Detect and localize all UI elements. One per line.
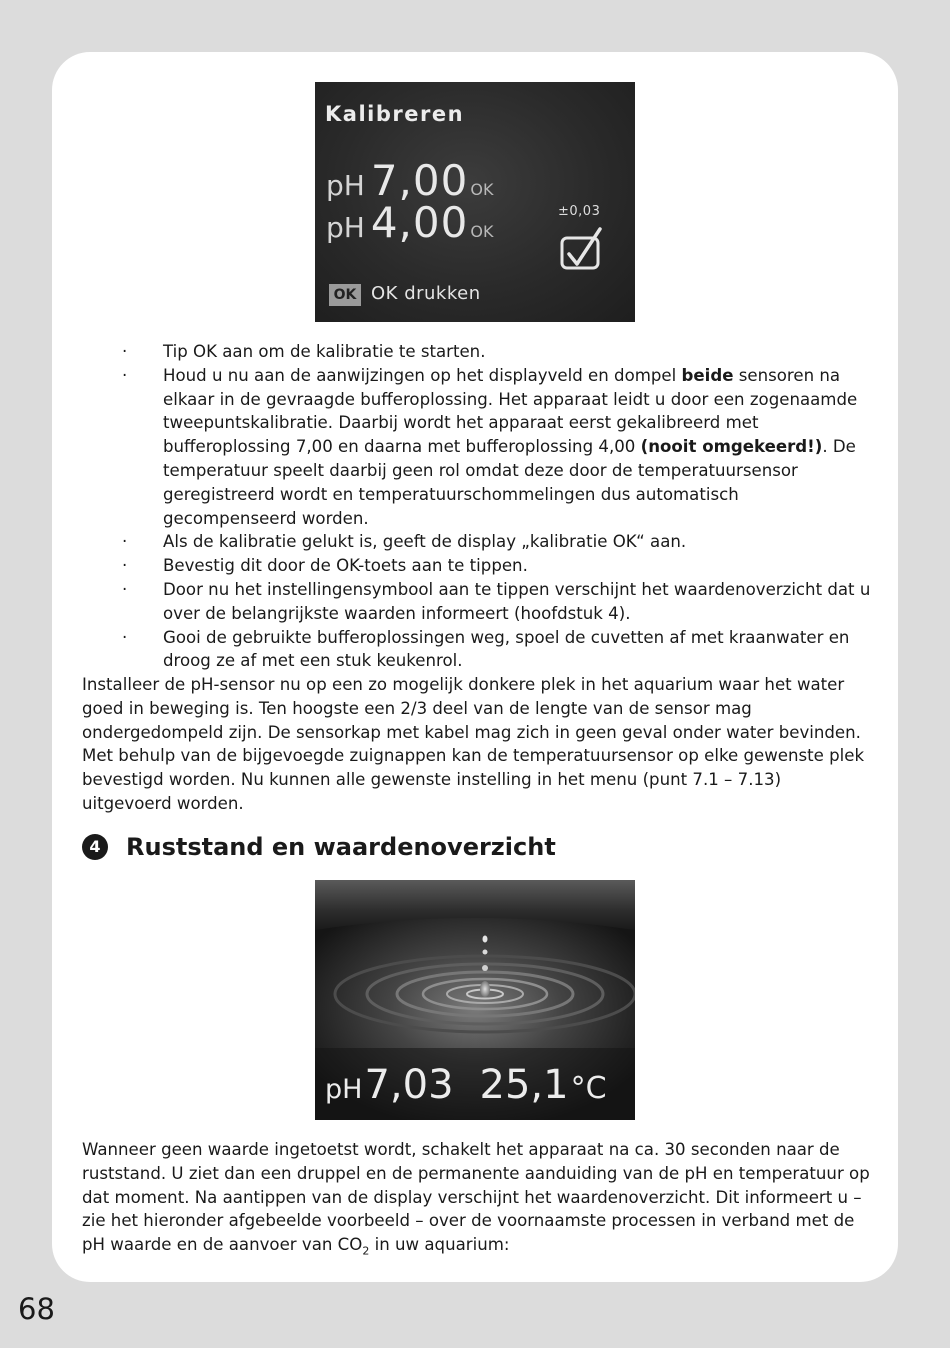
bullet-marker: · [122,556,128,576]
check-icon[interactable] [560,226,604,272]
calibration-screen [315,82,635,322]
list-item [82,340,872,364]
list-item [82,530,872,554]
list-item-text: Tip OK aan om de kalibratie te starten. [163,342,486,361]
install-paragraph: Installeer de pH-sensor nu op een zo mogelijk donkere plek in het aquarium waar het water goed in beweging is. Ten hoogste een 2/3 deel van de lengte van de sensor mag ondergedompeld zijn. De sensorkap met kabel mag zich in geen geval onder water bevinden. Met behulp van de bijgevoegde zuignappen kan de temperatuursensor op elke gewenste plek bevestigd worden. Nu kunnen alle gewenste instelling in het menu (punt 7.1 – 7.13) uitgevoerd worden. [82,675,865,813]
ph-label: pH [326,211,365,244]
ph-status: OK [470,180,494,199]
ph-label: pH [325,1074,363,1105]
rest-paragraph [82,1138,872,1263]
calibration-row-ph7 [326,156,494,205]
rest-readout [325,1062,607,1108]
ph-status: OK [470,222,494,241]
bullet-marker: · [122,579,128,599]
subscript-text: 2 [362,1244,370,1258]
emphasis-text: (nooit omgekeerd!) [640,437,823,457]
temperature-unit: °C [570,1071,607,1106]
list-item-text: Houd u nu aan de aanwijzingen op het displayveld en dompel [163,365,682,385]
rest-screen [315,880,635,1120]
calibration-title: Kalibreren [325,102,465,126]
bullet-marker: · [122,532,128,552]
ph-label: pH [326,169,365,202]
section-heading [82,833,556,865]
list-item-text: . De temperatuur speelt daarbij geen rol omdat deze door de temperatuursensor geregistreerd wordt en temperatuurschommelingen dus automatisch gecompenseerd worden. [163,437,856,528]
section-title: Ruststand en waardenoverzicht [126,833,556,861]
bullet-marker: · [122,627,128,647]
instruction-list [82,340,872,673]
emphasis-text: beide [681,365,734,385]
list-item [82,578,872,626]
bullet-marker: · [122,342,128,361]
temperature-value: 25,1 [479,1062,569,1108]
ok-prompt: OK drukken [371,283,481,304]
paragraph-text: in uw aquarium: [369,1235,510,1255]
list-item-text: sensoren na elkaar in de gevraagde bufferoplossing. Het apparaat leidt u door een zogenaamde tweepuntskalibratie. Daarbij wordt het apparaat eerst gekalibreerd met bufferoplossing 7,00 en daarna met bufferoplossing 4,00 [163,365,858,457]
list-item [82,554,872,578]
ph-value: 7,00 [370,156,469,205]
paragraph-text: Wanneer geen waarde ingetoetst wordt, schakelt het apparaat na ca. 30 seconden naar de ruststand. U ziet dan een druppel en de permanente aanduiding van de pH en temperatuur op dat moment. Na aantippen van de display verschijnt het waardenoverzicht. Dit informeert u – zie het hieronder afgebeelde voorbeeld – over de voornaamste processen in verband met de pH waarde en de aanvoer van CO [82,1140,870,1255]
list-item [82,364,872,531]
list-item-text: Door nu het instellingensymbool aan te tippen verschijnt het waardenoverzicht dat u over de belangrijkste waarden informeert (hoofdstuk 4). [163,579,871,623]
list-item-text: Bevestig dit door de OK-toets aan te tippen. [163,556,528,576]
list-item-text: Gooi de gebruikte bufferoplossingen weg, spoel de cuvetten af met kraanwater en droog ze af met een stuk keukenrol. [163,627,850,671]
bullet-marker: · [122,365,128,385]
tolerance-readout: ±0,03 [558,204,601,219]
calibration-row-ph4 [326,198,494,247]
ph-value: 4,00 [370,198,469,247]
section-number-badge: 4 [82,834,108,860]
ok-button[interactable]: OK [329,284,361,306]
page-number: 68 [18,1292,55,1326]
ph-value: 7,03 [364,1062,454,1108]
list-item [82,626,872,674]
list-item-text: Als de kalibratie gelukt is, geeft de display „kalibratie OK“ aan. [163,532,687,552]
